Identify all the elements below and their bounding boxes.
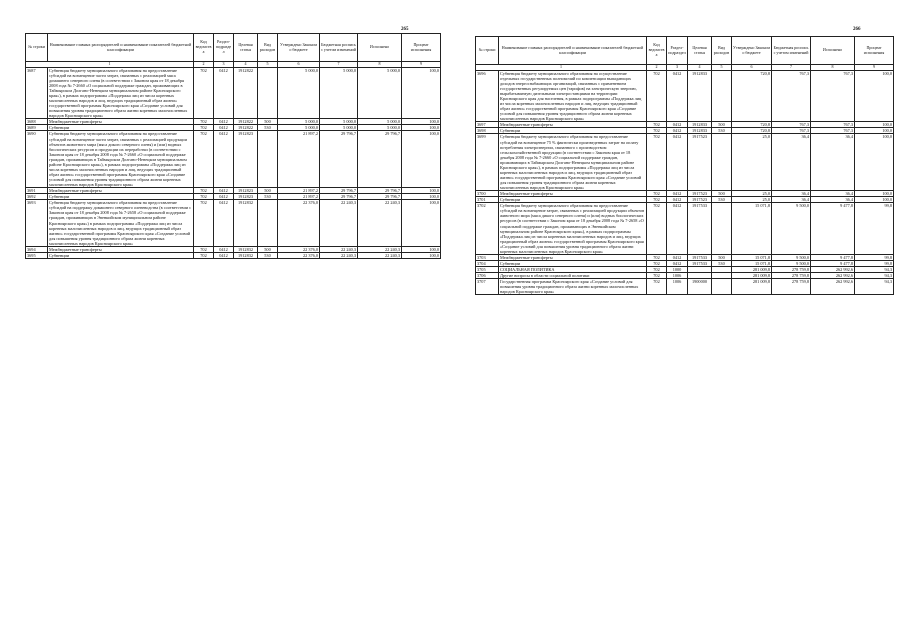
row-percent: 99,8: [855, 254, 894, 260]
row-listing: 29 796,7: [320, 194, 358, 200]
row-dept: 702: [647, 191, 667, 197]
row-percent: 100,0: [402, 246, 441, 252]
row-section: 0412: [667, 203, 688, 255]
row-approved: 15 071,8: [732, 260, 772, 266]
row-number: 3694: [26, 246, 48, 252]
row-article: 1912823: [234, 194, 258, 200]
row-name: Субвенции: [499, 260, 647, 266]
row-percent: 100,0: [402, 188, 441, 194]
row-percent: 99,8: [855, 203, 894, 255]
col-number: 2: [647, 65, 667, 71]
row-number: 3689: [26, 125, 48, 131]
row-section: 1006: [667, 279, 688, 295]
row-percent: 100,0: [402, 131, 441, 188]
col-number: 1: [26, 62, 194, 68]
header-section: Раздел-подраздел: [214, 34, 234, 62]
row-article: 1917533: [688, 254, 712, 260]
row-executed: 767,3: [811, 70, 855, 122]
row-number: 3700: [476, 191, 499, 197]
row-executed: 9 477,8: [811, 203, 855, 255]
table-row: [26, 200, 441, 247]
row-name: Субвенции: [499, 128, 647, 134]
row-listing: 767,3: [772, 122, 811, 128]
row-kind: 500: [258, 246, 278, 252]
row-approved: 25,0: [732, 134, 772, 191]
row-section: 0412: [214, 125, 234, 131]
row-article: 1917533: [688, 260, 712, 266]
row-listing: 5 000,0: [320, 125, 358, 131]
row-article: 1912822: [234, 125, 258, 131]
row-article: 1917533: [688, 203, 712, 255]
col-number: 3: [214, 62, 234, 68]
row-approved: 720,8: [732, 122, 772, 128]
row-number: 3702: [476, 203, 499, 255]
row-number: 3707: [476, 279, 499, 295]
col-number: 9: [855, 65, 894, 71]
col-number: 7: [320, 62, 358, 68]
row-kind: 530: [712, 128, 732, 134]
row-number: 3704: [476, 260, 499, 266]
row-approved: 22 376,0: [278, 200, 320, 247]
row-dept: 702: [647, 203, 667, 255]
row-executed: 29 796,7: [358, 131, 402, 188]
header-dept: Код ведомства: [194, 34, 214, 62]
header-listing: Бюджетная роспись с учетом изменений: [320, 34, 358, 62]
header-name: Наименование главных распорядителей и наименование показателей бюджетной классификации: [499, 37, 647, 65]
row-executed: 22 240,3: [358, 200, 402, 247]
row-section: 0412: [214, 119, 234, 125]
row-dept: 702: [647, 254, 667, 260]
row-kind: 530: [712, 260, 732, 266]
table-row: [476, 279, 894, 295]
row-section: 1006: [667, 273, 688, 279]
col-number: 4: [234, 62, 258, 68]
row-dept: 702: [647, 267, 667, 273]
row-name: Государственная программа Красноярского края «Создание условий для повышения уровня традиционного образа жизни коренных малочисленных народов Красноярского края»: [499, 279, 647, 295]
row-listing: 5 000,0: [320, 67, 358, 119]
col-number: 8: [358, 62, 402, 68]
row-dept: 702: [194, 246, 214, 252]
row-percent: 94,3: [855, 279, 894, 295]
row-percent: 100,0: [855, 70, 894, 122]
row-listing: 278 759,8: [772, 273, 811, 279]
row-dept: 702: [647, 128, 667, 134]
row-dept: 702: [194, 119, 214, 125]
row-listing: 767,3: [772, 128, 811, 134]
row-approved: 15 071,8: [732, 203, 772, 255]
row-percent: 100,0: [402, 194, 441, 200]
row-percent: 100,0: [855, 191, 894, 197]
row-percent: 100,0: [402, 125, 441, 131]
row-listing: 9 500,0: [772, 254, 811, 260]
row-executed: 36,4: [811, 134, 855, 191]
row-dept: 702: [647, 70, 667, 122]
row-kind: 530: [258, 125, 278, 131]
row-article: 1917523: [688, 191, 712, 197]
row-section: 0412: [667, 260, 688, 266]
budget-table: [475, 36, 894, 295]
header-approved: Утверждено Законом о бюджете: [278, 34, 320, 62]
row-kind: [712, 134, 732, 191]
row-dept: 702: [647, 273, 667, 279]
row-dept: 702: [647, 134, 667, 191]
row-number: 3692: [26, 194, 48, 200]
row-section: 0412: [214, 194, 234, 200]
row-section: 0412: [667, 197, 688, 203]
row-article: 1912832: [234, 246, 258, 252]
row-percent: 100,0: [402, 252, 441, 258]
col-number: 8: [811, 65, 855, 71]
row-section: 0412: [667, 122, 688, 128]
row-kind: 500: [258, 119, 278, 125]
col-number: 1: [476, 65, 647, 71]
row-section: 0412: [667, 134, 688, 191]
row-executed: 5 000,0: [358, 67, 402, 119]
row-approved: 281 009,8: [732, 267, 772, 273]
table-row: [476, 70, 894, 122]
row-number: 3706: [476, 273, 499, 279]
row-name: Субвенции: [48, 125, 194, 131]
row-listing: 22 240,3: [320, 246, 358, 252]
row-dept: 702: [194, 67, 214, 119]
row-article: 1912823: [234, 131, 258, 188]
row-approved: 22 376,0: [278, 252, 320, 258]
row-name: Межбюджетные трансферты: [48, 188, 194, 194]
row-section: 0412: [667, 254, 688, 260]
row-approved: 5 000,0: [278, 119, 320, 125]
row-name: Субвенции: [48, 194, 194, 200]
row-executed: 29 796,7: [358, 194, 402, 200]
header-approved: Утверждено Законом о бюджете: [732, 37, 772, 65]
row-dept: 702: [194, 131, 214, 188]
row-approved: 281 009,8: [732, 273, 772, 279]
row-executed: 262 992,6: [811, 267, 855, 273]
row-dept: 702: [194, 194, 214, 200]
row-name: Межбюджетные трансферты: [48, 119, 194, 125]
row-name: Субвенция бюджету муниципального образования на предоставление субсидий на возмещение части затрат, связанных с реализацией мяса домашнего северного оленя (в соответствии с Законом края от 18 декабря 2008 года № 7-2660 «О социальной поддержке граждан, проживающих в Таймырском Долгано-Ненецком муниципальном районе Красноярского края»), в рамках подпрограммы «Поддержка лиц из числа коренных малочисленных народов и лиц, ведущих традиционный образ жизни» государственной программы Красноярского края «Создание условий для повышения уровня традиционного образа жизни коренных малочисленных народов Красноярского края»: [48, 67, 194, 119]
row-executed: 9 477,8: [811, 260, 855, 266]
row-kind: [258, 131, 278, 188]
row-article: 1900000: [688, 279, 712, 295]
table-row: [26, 131, 441, 188]
row-section: 0412: [214, 67, 234, 119]
row-approved: 5 000,0: [278, 67, 320, 119]
row-kind: 500: [712, 191, 732, 197]
row-article: 1917523: [688, 134, 712, 191]
row-number: 3687: [26, 67, 48, 119]
header-section: Раздел-подраздел: [667, 37, 688, 65]
row-article: 1912822: [234, 67, 258, 119]
row-name: Субвенции: [499, 197, 647, 203]
row-section: 0412: [214, 246, 234, 252]
header-article: Целевая статья: [688, 37, 712, 65]
row-section: 0412: [667, 128, 688, 134]
row-article: 1912822: [234, 119, 258, 125]
row-dept: 702: [194, 252, 214, 258]
row-approved: 5 000,0: [278, 125, 320, 131]
col-number: 3: [667, 65, 688, 71]
row-section: 0412: [214, 200, 234, 247]
row-listing: 278 759,8: [772, 267, 811, 273]
row-approved: 21 897,2: [278, 131, 320, 188]
row-section: 0412: [667, 70, 688, 122]
page-number: 266: [853, 27, 861, 32]
row-executed: 767,3: [811, 128, 855, 134]
row-approved: 21 897,2: [278, 188, 320, 194]
row-executed: 5 000,0: [358, 125, 402, 131]
header-kind: Вид расходов: [712, 37, 732, 65]
row-listing: 9 500,0: [772, 203, 811, 255]
row-dept: 702: [194, 188, 214, 194]
row-percent: 100,0: [855, 197, 894, 203]
row-listing: 22 240,3: [320, 200, 358, 247]
row-dept: 702: [647, 122, 667, 128]
row-listing: 5 000,0: [320, 119, 358, 125]
row-article: 1912823: [234, 188, 258, 194]
row-number: 3698: [476, 128, 499, 134]
row-number: 3703: [476, 254, 499, 260]
row-kind: 530: [712, 197, 732, 203]
row-listing: 9 500,0: [772, 260, 811, 266]
row-number: 3696: [476, 70, 499, 122]
row-number: 3693: [26, 200, 48, 247]
table-row: [26, 252, 441, 258]
row-name: Субвенция бюджету муниципального образования на предоставление субсидий на поддержку домашнего северного оленеводства (в соответствии с Законом края от 18 декабря 2008 года № 7-2658 «О социальной поддержке граждан, проживающих в Эвенкийском муниципальном районе Красноярского края») в рамках подпрограммы «Поддержка лиц из числа коренных малочисленных народов и лиц, ведущих традиционный образ жизни» государственной программы Красноярского края «Создание условий для повышения уровня традиционного образа жизни коренных малочисленных народов Красноярского края»: [48, 200, 194, 247]
row-name: Субвенция бюджету муниципального образования на предоставление субсидий на возмещение затрат, связанных с реализацией продукции объектов животного мира (мяса дикого северного оленя) и (или) водных биологических ресурсов (в соответствии с Законом края от 18 декабря 2008 года № 7-2658 «О социальной поддержке граждан, проживающих в Эвенкийском муниципальном районе Красноярского края»), в рамках подпрограммы «Поддержка лиц из числа коренных малочисленных народов и лиц, ведущих традиционный образ жизни» государственной программы Красноярского края «Создание условий для повышения уровня традиционного образа жизни коренных малочисленных народов Красноярского края»: [499, 203, 647, 255]
row-section: 0412: [214, 131, 234, 188]
row-name: Другие вопросы в области социальной политики: [499, 273, 647, 279]
row-article: 1912833: [688, 70, 712, 122]
row-listing: 36,4: [772, 197, 811, 203]
row-executed: 9 477,8: [811, 254, 855, 260]
row-percent: 100,0: [855, 128, 894, 134]
row-article: 1912832: [234, 200, 258, 247]
row-listing: 767,3: [772, 70, 811, 122]
row-kind: 500: [258, 188, 278, 194]
col-number: 2: [194, 62, 214, 68]
header-listing: Бюджетная роспись с учетом изменений: [772, 37, 811, 65]
row-listing: 36,4: [772, 191, 811, 197]
header-executed: Исполнено: [358, 34, 402, 62]
left-page: [0, 0, 452, 640]
row-number: 3699: [476, 134, 499, 191]
row-approved: 25,0: [732, 197, 772, 203]
row-dept: 702: [194, 200, 214, 247]
col-number: 6: [732, 65, 772, 71]
row-name: Межбюджетные трансферты: [48, 246, 194, 252]
row-article: 1912833: [688, 122, 712, 128]
row-executed: 5 000,0: [358, 119, 402, 125]
row-approved: 21 897,2: [278, 194, 320, 200]
row-percent: 100,0: [855, 122, 894, 128]
row-listing: 278 759,8: [772, 279, 811, 295]
row-number: 3691: [26, 188, 48, 194]
row-executed: 22 240,3: [358, 252, 402, 258]
row-name: Субвенция бюджету муниципального образования на предоставление субсидий на возмещение части затрат, связанных с реализацией продукции объектов животного мира (мяса дикого северного оленя) и (или) водных биологических ресурсов и продукции их переработки (в соответствии с Законом края от 18 декабря 2008 года № 7-2660 «О социальной поддержке граждан, проживающих в Таймырском Долгано-Ненецком муниципальном районе Красноярского края»), в рамках подпрограммы «Поддержка лиц из числа коренных малочисленных народов и лиц, ведущих традиционный образ жизни» государственной программы Красноярского края «Создание условий для повышения уровня традиционного образа жизни коренных малочисленных народов Красноярского края»: [48, 131, 194, 188]
page-number: 265: [401, 27, 409, 32]
row-kind: 500: [712, 254, 732, 260]
row-approved: 25,0: [732, 191, 772, 197]
row-kind: [712, 203, 732, 255]
row-approved: 281 009,8: [732, 279, 772, 295]
row-kind: 530: [258, 252, 278, 258]
row-article: 1912832: [234, 252, 258, 258]
row-approved: 720,8: [732, 128, 772, 134]
col-number: 5: [258, 62, 278, 68]
row-percent: 100,0: [402, 200, 441, 247]
row-kind: [712, 70, 732, 122]
row-dept: 702: [647, 197, 667, 203]
row-article: 1917523: [688, 197, 712, 203]
row-name: Субвенция бюджету муниципального образования на предоставление субсидий на возмещение 75 % фактически произведенных затрат на оплату потребления электроэнергии, связанного с производством сельскохозяйственной продукции (в соответствии с Законом края от 18 декабря 2008 года № 7-2660 «О социальной поддержке граждан, проживающих в Таймырском Долгано-Ненецком муниципальном районе Красноярского края»), в рамках подпрограммы «Поддержка лиц из числа коренных малочисленных народов и лиц, ведущих традиционный образ жизни» государственной программы Красноярского края «Создание условий для повышения уровня традиционного образа жизни коренных малочисленных народов Красноярского края»: [499, 134, 647, 191]
header-article: Целевая статья: [234, 34, 258, 62]
row-executed: 29 796,7: [358, 188, 402, 194]
row-percent: 100,0: [402, 67, 441, 119]
table-row: [476, 203, 894, 255]
row-number: 3690: [26, 131, 48, 188]
row-section: 0412: [667, 191, 688, 197]
row-executed: 22 240,3: [358, 246, 402, 252]
row-name: Межбюджетные трансферты: [499, 122, 647, 128]
row-listing: 22 240,3: [320, 252, 358, 258]
row-approved: 720,8: [732, 70, 772, 122]
row-listing: 36,4: [772, 134, 811, 191]
row-percent: 94,3: [855, 273, 894, 279]
row-name: Субвенции: [48, 252, 194, 258]
row-kind: 500: [712, 122, 732, 128]
row-dept: 702: [194, 125, 214, 131]
row-dept: 702: [647, 279, 667, 295]
row-percent: 94,3: [855, 267, 894, 273]
table-row: [476, 134, 894, 191]
row-number: 3695: [26, 252, 48, 258]
row-percent: 99,8: [855, 260, 894, 266]
header-percent: Процент исполнения: [855, 37, 894, 65]
row-kind: [712, 279, 732, 295]
row-kind: [258, 67, 278, 119]
row-name: СОЦИАЛЬНАЯ ПОЛИТИКА: [499, 267, 647, 273]
row-listing: 29 796,7: [320, 131, 358, 188]
header-row-no: № строки: [476, 37, 499, 65]
row-kind: 530: [258, 194, 278, 200]
row-executed: 36,4: [811, 197, 855, 203]
col-number: 4: [688, 65, 712, 71]
right-page: [453, 0, 905, 640]
row-executed: 262 992,6: [811, 273, 855, 279]
row-executed: 262 992,6: [811, 279, 855, 295]
row-name: Субвенция бюджету муниципального образования на осуществление отдельных государственных полномочий по компенсации выпадающих доходов энергоснабжающих организаций, связанных с применением государственных регулируемых цен (тарифов) на электрическую энергию, вырабатываемую дизельными электростанциями на территории Красноярского края для населения, в рамках подпрограммы «Поддержка лиц из числа коренных малочисленных народов и лиц, ведущих традиционный образ жизни» государственной программы Красноярского края «Создание условий для повышения уровня традиционного образа жизни коренных малочисленных народов Красноярского края»: [499, 70, 647, 122]
table-row: [26, 67, 441, 119]
header-kind: Вид расходов: [258, 34, 278, 62]
budget-table: [25, 33, 441, 259]
col-number: 6: [278, 62, 320, 68]
row-dept: 702: [647, 260, 667, 266]
row-name: Межбюджетные трансферты: [499, 191, 647, 197]
row-number: 3701: [476, 197, 499, 203]
row-number: 3697: [476, 122, 499, 128]
row-kind: [258, 200, 278, 247]
row-percent: 100,0: [402, 119, 441, 125]
row-executed: 767,3: [811, 122, 855, 128]
row-approved: 22 376,0: [278, 246, 320, 252]
row-number: 3705: [476, 267, 499, 273]
col-number: 7: [772, 65, 811, 71]
row-article: 1912833: [688, 128, 712, 134]
header-name: Наименование главных распорядителей и наименование показателей бюджетной классификации: [48, 34, 194, 62]
row-section: 0412: [214, 252, 234, 258]
row-percent: 100,0: [855, 134, 894, 191]
header-percent: Процент исполнения: [402, 34, 441, 62]
header-dept: Код ведомства: [647, 37, 667, 65]
row-listing: 29 796,7: [320, 188, 358, 194]
col-number: 9: [402, 62, 441, 68]
col-number: 5: [712, 65, 732, 71]
row-approved: 15 071,8: [732, 254, 772, 260]
row-section: 1000: [667, 267, 688, 273]
row-number: 3688: [26, 119, 48, 125]
header-row-no: № строки: [26, 34, 48, 62]
row-name: Межбюджетные трансферты: [499, 254, 647, 260]
row-executed: 36,4: [811, 191, 855, 197]
header-executed: Исполнено: [811, 37, 855, 65]
row-section: 0412: [214, 188, 234, 194]
